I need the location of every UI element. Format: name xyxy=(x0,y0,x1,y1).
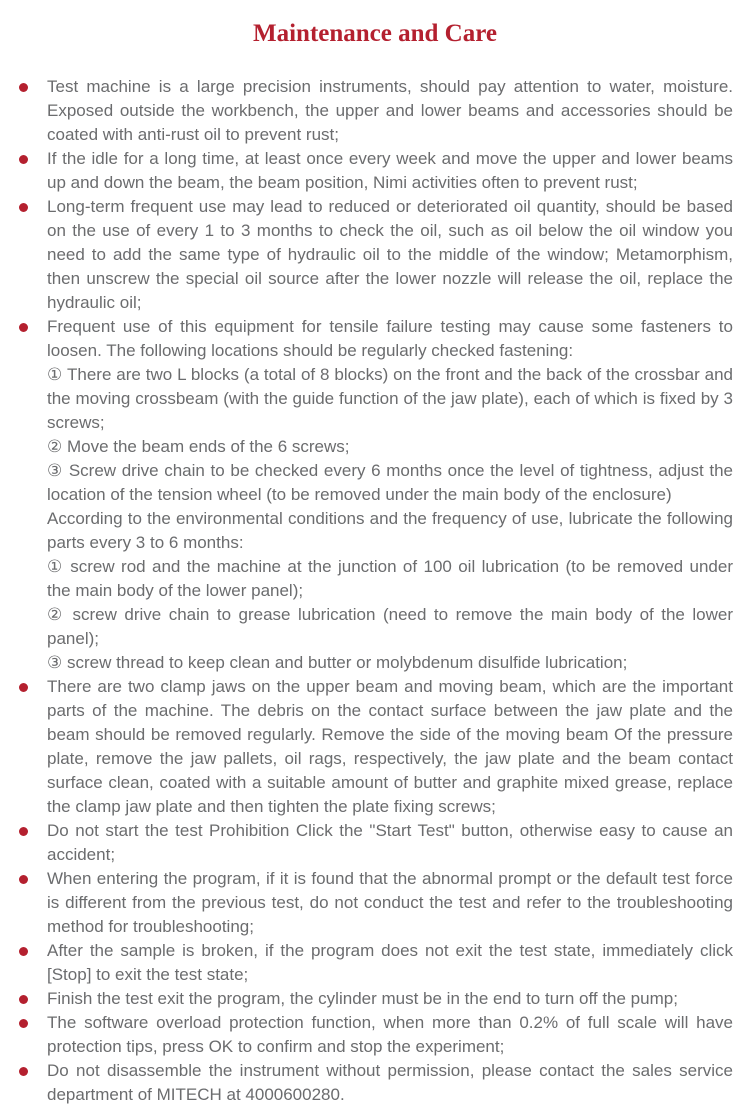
list-item-paragraph: Frequent use of this equipment for tensile failure testing may cause some fasteners to loosen. The following locations should be regularly checked fastening: xyxy=(47,317,733,360)
bullet-icon xyxy=(19,875,28,884)
list-item xyxy=(17,987,733,1011)
list-item-paragraph: Long-term frequent use may lead to reduced or deteriorated oil quantity, should be based on the use of every 1 to 3 months to check the oil, such as oil below the oil window you need to add the same type of hydraulic oil to the middle of the window; Metamorphism, then unscrew the special oil source after the lower nozzle will release the oil, replace the hydraulic oil; xyxy=(47,197,733,312)
page-title: Maintenance and Care xyxy=(253,20,497,47)
list-item xyxy=(17,1011,733,1059)
list-item xyxy=(17,867,733,939)
list-item xyxy=(17,315,733,675)
bullet-icon xyxy=(19,155,28,164)
list-item-paragraph: When entering the program, if it is found that the abnormal prompt or the default test force is different from the previous test, do not conduct the test and refer to the troubleshooting method for troubleshooting; xyxy=(47,869,733,936)
list-item-paragraph: Finish the test exit the program, the cylinder must be in the end to turn off the pump; xyxy=(47,989,678,1008)
list-item-paragraph: Test machine is a large precision instruments, should pay attention to water, moisture. Exposed outside the workbench, the upper and lower beams and accessories should be coated with anti-rust oil to prevent rust; xyxy=(47,77,733,144)
bullet-icon xyxy=(19,947,28,956)
list-item-paragraph: Do not start the test Prohibition Click the "Start Test" button, otherwise easy to cause an accident; xyxy=(47,821,733,864)
list-item xyxy=(17,819,733,867)
list-item-subparagraph: ② Move the beam ends of the 6 screws; xyxy=(47,437,350,456)
bullet-icon xyxy=(19,683,28,692)
bullet-icon xyxy=(19,827,28,836)
list-item-subparagraph: ① screw rod and the machine at the junction of 100 oil lubrication (to be removed under the main body of the lower panel); xyxy=(47,557,733,600)
list-item-subparagraph: ② screw drive chain to grease lubrication (need to remove the main body of the lower panel); xyxy=(47,605,733,648)
list-item-paragraph: There are two clamp jaws on the upper beam and moving beam, which are the important parts of the machine. The debris on the contact surface between the jaw plate and the beam should be removed regularly. Remove the side of the moving beam Of the pressure plate, remove the jaw pallets, oil rags, respectively, the jaw plate and the beam contact surface clean, coated with a suitable amount of butter and graphite mixed grease, replace the clamp jaw plate and then tighten the plate fixing screws; xyxy=(47,677,733,816)
list-item xyxy=(17,195,733,315)
list-item-paragraph: Do not disassemble the instrument without permission, please contact the sales service department of MITECH at 4000600280. xyxy=(47,1061,733,1104)
list-item xyxy=(17,1059,733,1104)
list-item-paragraph: If the idle for a long time, at least once every week and move the upper and lower beams up and down the beam, the beam position, Nimi activities often to prevent rust; xyxy=(47,149,733,192)
bullet-icon xyxy=(19,995,28,1004)
list-item-paragraph: According to the environmental conditions and the frequency of use, lubricate the following parts every 3 to 6 months: xyxy=(47,509,733,552)
bullet-icon xyxy=(19,1019,28,1028)
maintenance-list xyxy=(17,75,733,1104)
list-item xyxy=(17,147,733,195)
bullet-icon xyxy=(19,203,28,212)
list-item-subparagraph: ③ Screw drive chain to be checked every 6 months once the level of tightness, adjust the location of the tension wheel (to be removed under the main body of the enclosure) xyxy=(47,461,733,504)
bullet-icon xyxy=(19,323,28,332)
list-item-subparagraph: ① There are two L blocks (a total of 8 blocks) on the front and the back of the crossbar and the moving crossbeam (with the guide function of the jaw plate), each of which is fixed by 3 screws; xyxy=(47,365,733,432)
list-item-paragraph: After the sample is broken, if the program does not exit the test state, immediately click [Stop] to exit the test state; xyxy=(47,941,733,984)
bullet-icon xyxy=(19,1067,28,1076)
list-item-subparagraph: ③ screw thread to keep clean and butter or molybdenum disulfide lubrication; xyxy=(47,653,628,672)
list-item-paragraph: The software overload protection function, when more than 0.2% of full scale will have protection tips, press OK to confirm and stop the experiment; xyxy=(47,1013,733,1056)
list-item xyxy=(17,675,733,819)
list-item xyxy=(17,939,733,987)
bullet-icon xyxy=(19,83,28,92)
list-item xyxy=(17,75,733,147)
